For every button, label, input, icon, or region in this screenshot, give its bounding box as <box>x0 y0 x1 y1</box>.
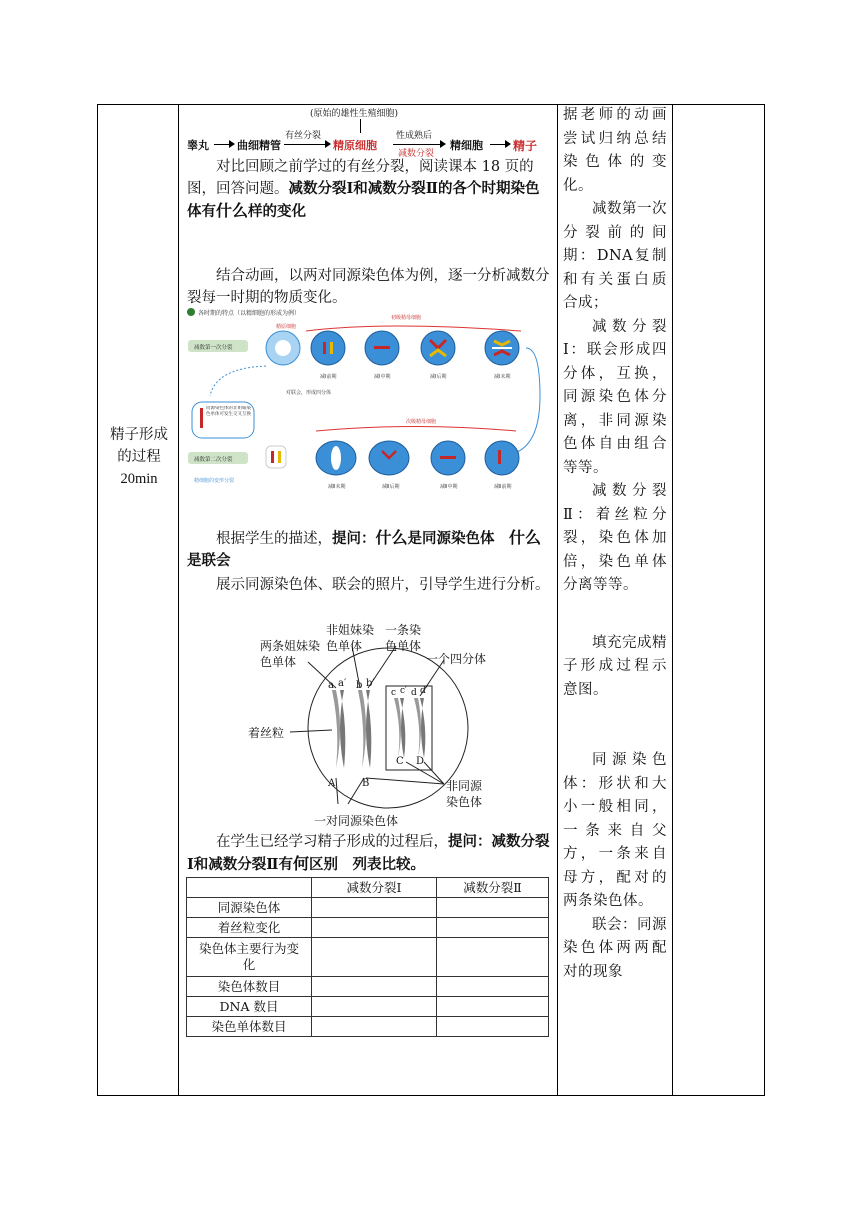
stage-bottom-3: 减Ⅱ中期 <box>440 484 458 490</box>
flow-top-note: (原始的雄性生殖细胞) <box>310 109 399 119</box>
col-divider-3 <box>672 104 673 1096</box>
diagram-secondary: 次级精母细胞 <box>406 419 437 425</box>
paragraph-1-emphasis: 什么 <box>216 201 249 220</box>
p5-question-label: 提问： <box>448 833 492 850</box>
p5-lead: 在学生已经学习精子形成的过程后， <box>216 834 448 850</box>
p5-question-end: 区别 列表比较。 <box>309 856 426 873</box>
row-label: 染色体数目 <box>187 977 312 997</box>
fig-nonsister-label: 非姐妹染色单体 <box>326 623 375 653</box>
fig-letter-b-prime: b′ <box>366 678 375 689</box>
row-label: 着丝粒变化 <box>187 918 312 938</box>
flow-arrow-3 <box>393 144 441 145</box>
table-row <box>187 997 549 1017</box>
fig-letter-D: D <box>416 756 425 767</box>
table-header-empty <box>187 878 312 898</box>
flow-mitosis: 有丝分裂 <box>285 131 322 141</box>
fig-tetrad-label: 一个四分体 <box>426 652 487 666</box>
fig-letter-b: b <box>356 680 363 691</box>
p3-question-label: 提问： <box>332 530 376 547</box>
p3-what-1: 什么 <box>375 528 408 547</box>
activity-p4: 减数分裂Ⅱ：着丝粒分裂，染色体加倍，染色单体分离等等。 <box>563 483 667 593</box>
activity-p5: 填充完成精子形成过程示意图。 <box>563 634 667 698</box>
section-time: 20min <box>120 471 158 487</box>
fig-letter-B: B <box>362 778 370 789</box>
p5-question: 减数分裂Ⅰ和减数分裂Ⅱ有 <box>187 833 550 873</box>
stage-bottom-1: 减Ⅱ末期 <box>328 484 346 490</box>
paragraph-5 <box>187 831 553 876</box>
fig-sister-label: 两条姐妹染色单体 <box>260 639 321 669</box>
homolog-figure <box>248 618 528 828</box>
table-header-meiosis-1: 减数分裂Ⅰ <box>312 878 437 898</box>
fig-letter-c-prime: c′ <box>400 686 408 696</box>
meiosis-diagram <box>186 306 550 492</box>
diagram-primary: 初级精母细胞 <box>391 315 422 321</box>
flow-meiosis: 减数分裂 <box>398 149 435 159</box>
fig-letter-a: a <box>328 680 334 691</box>
fig-letter-d: d <box>411 688 417 698</box>
activity-p1: 据老师的动画尝试归纳总结染色体的变化。 <box>563 107 667 194</box>
fig-letter-A: A <box>328 778 336 789</box>
flow-arrow-2 <box>284 144 326 145</box>
table-row <box>187 977 549 997</box>
p3-end: 是联会 <box>187 552 231 569</box>
table-row <box>187 898 549 918</box>
diagram-bottom-left: 精细胞的变形分裂 <box>194 478 235 484</box>
diagram-meiosis1-label: 减数第一次分裂 <box>194 345 233 351</box>
paragraph-2: 结合动画，以两对同源染色体为例，逐一分析减数分裂每一时期的物质变化。 <box>187 268 550 306</box>
fig-letter-C: C <box>396 756 404 767</box>
table-row <box>187 1017 549 1037</box>
table-header-row <box>187 878 549 898</box>
comparison-table <box>186 877 549 1037</box>
fig-homolog-pair-label: 一对同源染色体 <box>314 814 399 828</box>
paragraph-3 <box>187 527 550 572</box>
paragraph-1-text: 对比回顾之前学过的有丝分裂，阅读课本 18 页的图，回答问题。 <box>187 159 534 197</box>
activity-p7: 联会：同源染色体两两配对的现象 <box>563 916 667 980</box>
row-label: DNA 数目 <box>187 997 312 1017</box>
p3-lead: 根据学生的描述， <box>216 531 332 547</box>
col-divider-1 <box>178 104 179 1096</box>
activity-p2: 减数第一次分裂前的间期：DNA复制和有关蛋白质合成； <box>563 201 667 311</box>
activity-p3: 减数分裂Ⅰ：联会形成四分体，互换，同源染色体分离，非同源染色体自由组合等等。 <box>563 318 667 476</box>
flow-arrow-4 <box>490 144 506 145</box>
note-pair: 对联会，形成四分体 <box>286 390 332 396</box>
stage-top-4: 减Ⅰ末期 <box>494 374 511 380</box>
flow-organ: 睾丸 <box>187 139 209 152</box>
diagram-spermatogonium: 精原细胞 <box>276 324 297 330</box>
table-header-meiosis-2: 减数分裂Ⅱ <box>437 878 549 898</box>
p5-emphasis: 何 <box>293 854 310 873</box>
student-activity-column <box>563 104 667 984</box>
diagram-meiosis2-label: 减数第二次分裂 <box>194 457 233 463</box>
row-label: 染色体主要行为变化 <box>187 938 312 977</box>
flow-arrow-1 <box>214 144 230 145</box>
paragraph-1-question: 减数分裂Ⅰ和减数分裂Ⅱ的各个时期染色体有 <box>187 180 540 220</box>
fig-nonhomolog-label: 非同源染色体 <box>446 779 483 809</box>
stage-bottom-4: 减Ⅱ前期 <box>494 484 512 490</box>
p3-what-2: 什么 <box>509 528 542 547</box>
flow-spermatid: 精细胞 <box>450 139 483 152</box>
activity-p6: 同源染色体：形状和大小一般相同，一条来自父方，一条来自母方，配对的两条染色体。 <box>563 752 667 909</box>
stage-top-2: 减Ⅰ中期 <box>374 374 391 380</box>
flow-tube: 曲细精管 <box>237 139 281 152</box>
note-swap: 同源染色体的非姐妹染色单体可发生交叉互换 <box>206 406 251 417</box>
row-label: 染色单体数目 <box>187 1017 312 1037</box>
flow-spermatogonium: 精原细胞 <box>333 139 377 152</box>
section-title-cell <box>106 424 172 490</box>
paragraph-1 <box>187 156 550 223</box>
diagram-title: 各时期的特点（以精细胞的形成为例） <box>198 310 301 317</box>
fig-centromere-label: 着丝粒 <box>248 726 285 740</box>
section-title: 精子形成的过程 <box>110 427 168 465</box>
paragraph-4: 展示同源染色体、联会的照片，引导学生进行分析。 <box>216 577 550 593</box>
flow-sperm: 精子 <box>513 139 538 153</box>
fig-one-label: 一条染色单体 <box>385 623 422 653</box>
flow-maturity: 性成熟后 <box>396 131 433 141</box>
table-row <box>187 918 549 938</box>
table-row <box>187 938 549 977</box>
fig-letter-a-prime: a′ <box>338 678 347 689</box>
stage-bottom-2: 减Ⅱ后期 <box>382 484 400 490</box>
paragraph-1-question-end: 样的变化 <box>248 203 307 220</box>
row-label: 同源染色体 <box>187 898 312 918</box>
stage-top-3: 减Ⅰ后期 <box>430 374 447 380</box>
stage-top-1: 减Ⅰ前期 <box>320 374 337 380</box>
meiosis-diagram-svg <box>186 306 550 492</box>
p3-mid: 是同源染色体 <box>407 530 495 547</box>
col-divider-2 <box>557 104 558 1096</box>
fig-letter-d-prime: d′ <box>420 686 428 696</box>
fig-letter-c: c <box>391 688 397 698</box>
flow-up-arrow <box>360 119 361 133</box>
